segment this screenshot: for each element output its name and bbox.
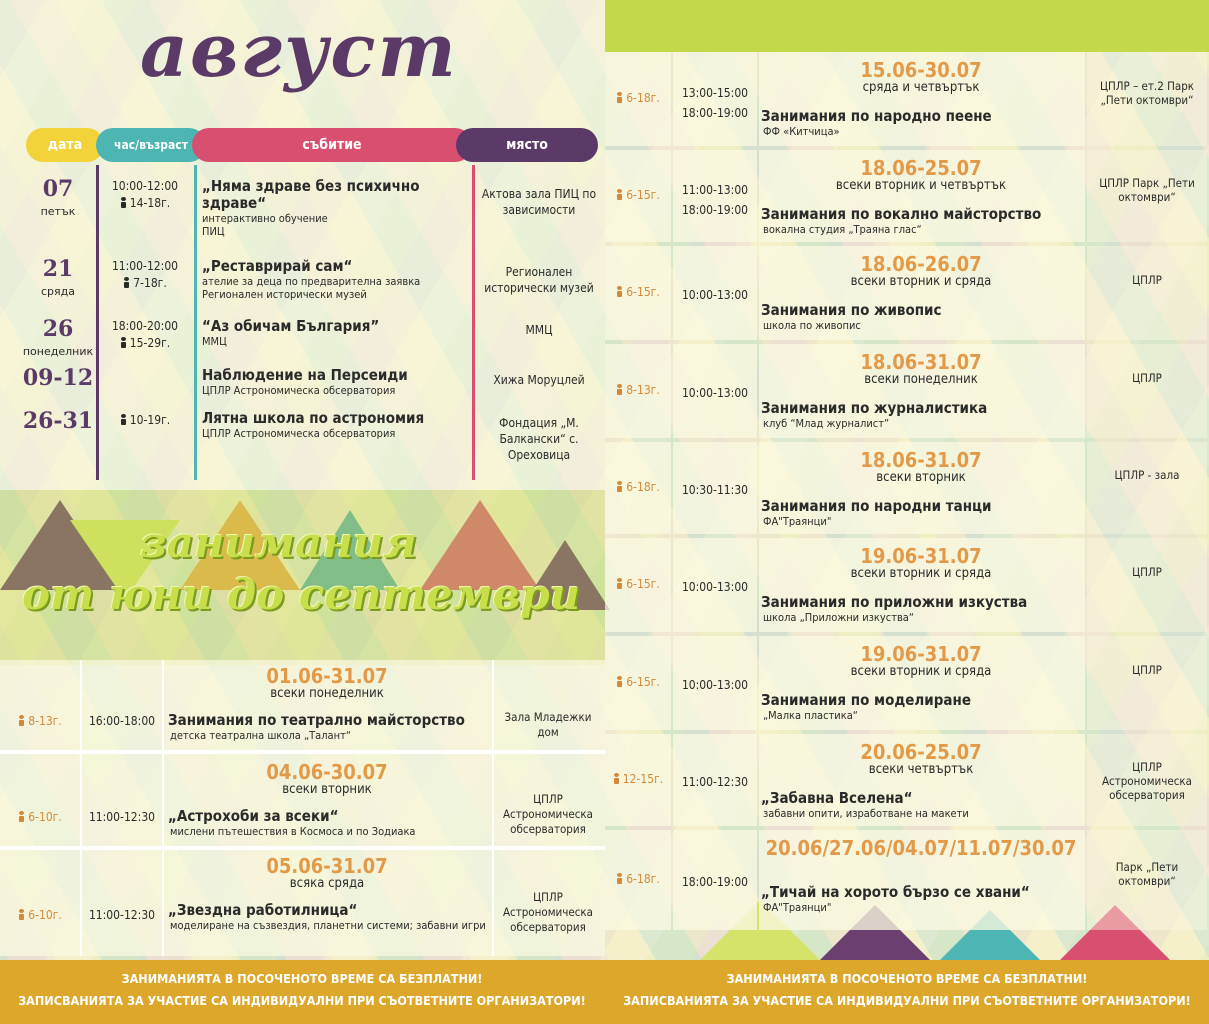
column-divider <box>96 165 99 480</box>
activity-title: Занимания по народно пеене <box>761 107 992 125</box>
person-icon <box>120 414 127 425</box>
activity-age: 6-15г. <box>605 577 671 591</box>
column-divider <box>194 165 197 480</box>
column-divider <box>472 165 475 480</box>
activity-place: ЦПЛР Парк „Пети октомври“ <box>1099 176 1195 204</box>
activity-info <box>757 60 1085 138</box>
activity-time: 10:00-13:00 <box>681 580 749 594</box>
activity-time: 18:00-19:00 <box>681 875 749 889</box>
event-date: 09-12 <box>22 365 94 391</box>
activity-dates: 19.06-31.07 <box>860 544 982 568</box>
activity-age: 6-10г. <box>0 908 80 922</box>
activity-info: 05.06-31.07 всяка сряда „Звездна работилница“ моделиране на съзвездия, планетни системи; забавни игри <box>168 854 486 932</box>
event-place: Фондация „М. Балкански“ с. Ореховица <box>499 416 579 462</box>
grid-line <box>80 660 82 956</box>
top-band <box>605 0 1209 52</box>
activity-age: 6-18г. <box>605 480 671 494</box>
activity-info <box>757 742 1085 820</box>
activities-title-line2: от юни до септември <box>22 570 581 619</box>
grid-line <box>0 750 605 754</box>
activity-place: ЦПЛР – ет.2 Парк „Пети октомври“ <box>1099 79 1195 107</box>
person-icon <box>123 277 130 288</box>
activity-age: 6-18г. <box>605 91 671 105</box>
activity-frequency: всеки вторник и сряда <box>850 664 992 679</box>
activity-subtitle: школа по живопис <box>763 319 861 332</box>
activity-frequency: всеки вторник <box>876 470 966 485</box>
person-icon <box>616 873 623 884</box>
activity-subtitle: ФА"Траянци" <box>763 901 832 914</box>
activity-frequency: всеки вторник и сряда <box>850 566 992 581</box>
event-place: Актова зала ПИЦ по зависимости <box>481 187 597 217</box>
activity-row <box>605 52 1209 146</box>
activity-time: 11:00-13:00 18:00-19:00 <box>681 183 749 217</box>
activity-age: 8-13г. <box>0 714 80 728</box>
activity-info <box>757 352 1085 430</box>
activity-row <box>605 538 1209 632</box>
person-icon <box>120 197 127 208</box>
activity-time: 10:00-13:00 <box>681 288 749 302</box>
activity-info: 04.06-30.07 всеки вторник „Астрохоби за всеки“ мислени пътешествия в Космоса и по Зодиака <box>168 760 416 838</box>
activity-frequency: всеки четвъртък <box>868 762 974 777</box>
event-place: ММЦ <box>525 323 553 337</box>
activity-title: Занимания по приложни изкуства <box>761 593 1028 611</box>
activity-age: 6-15г. <box>605 285 671 299</box>
activity-age: 12-15г. <box>605 772 671 786</box>
activity-frequency: всеки вторник и сряда <box>850 274 992 289</box>
activity-title: „Тичай на хорото бързо се хвани“ <box>761 883 1030 901</box>
event-info: Лятна школа по астрономия ЦПЛР Астрономическа обсерватория <box>202 409 425 440</box>
activity-row <box>0 850 605 956</box>
activity-dates: 18.06-25.07 <box>860 156 982 180</box>
person-icon <box>616 481 623 492</box>
activity-title: Занимания по живопис <box>761 301 942 319</box>
activity-dates: 18.06-31.07 <box>860 350 982 374</box>
activity-time: 10:00-13:00 <box>681 386 749 400</box>
activity-row <box>605 830 1209 930</box>
activity-frequency: всеки вторник и четвъртък <box>835 178 1007 193</box>
activity-place: ЦПЛР - зала <box>1114 468 1180 482</box>
activity-row <box>605 442 1209 534</box>
person-icon <box>616 676 623 687</box>
activity-row <box>605 734 1209 826</box>
grid-line <box>162 660 164 956</box>
person-icon <box>616 92 623 103</box>
event-date: 26-31 <box>22 408 94 434</box>
activity-dates: 18.06-31.07 <box>860 448 982 472</box>
activity-place: Зала Младежки дом <box>504 710 592 739</box>
activity-subtitle: забавни опити, изработване на макети <box>763 807 969 820</box>
event-info: Наблюдение на Персеиди ЦПЛР Астрономическа обсерватория <box>202 366 408 397</box>
event-time: 11:00-12:00 7-18г. <box>111 259 179 290</box>
person-icon <box>18 715 25 726</box>
activity-dates: 18.06-26.07 <box>860 252 982 276</box>
activity-info: 01.06-31.07 всеки понеделник Занимания по театрално майсторство детска театрална школа „Талант“ <box>168 664 465 742</box>
activity-subtitle: клуб “Млад журналист” <box>763 417 890 430</box>
activity-dates: 15.06-30.07 <box>860 58 982 82</box>
activity-time: 11:00-12:30 <box>88 908 156 922</box>
event-info: „Реставрирай сам“ ателие за деца по предварителна заявка Регионален исторически музей <box>202 257 421 301</box>
person-icon <box>120 337 127 348</box>
event-time: 10:00-12:00 14-18г. <box>111 179 179 210</box>
grid-line <box>0 846 605 850</box>
activity-info <box>757 158 1085 236</box>
activity-row <box>605 344 1209 438</box>
grid-line <box>492 660 494 956</box>
person-icon <box>616 384 623 395</box>
activity-subtitle: ФФ «Китчица» <box>763 125 840 138</box>
event-date: 21 сряда <box>41 256 75 298</box>
activity-subtitle: вокална студия „Траяна глас“ <box>763 223 922 236</box>
person-icon <box>18 909 25 920</box>
event-time: 10-19г. <box>100 412 190 429</box>
activity-info <box>757 644 1085 722</box>
activity-place: ЦПЛР Астрономическа обсерватория <box>502 792 594 836</box>
person-icon <box>613 773 620 784</box>
activity-frequency: всеки понеделник <box>864 372 978 387</box>
activity-row <box>605 246 1209 340</box>
activity-subtitle: „Малка пластика“ <box>763 709 858 722</box>
activity-time: 11:00-12:30 <box>88 810 156 824</box>
activity-age: 6-18г. <box>605 872 671 886</box>
activity-row <box>0 754 605 846</box>
activity-subtitle: школа „Приложни изкуства“ <box>763 611 914 624</box>
activity-place: ЦПЛР Астрономическа обсерватория <box>502 890 594 934</box>
activity-time: 13:00-15:00 18:00-19:00 <box>681 86 749 120</box>
august-title: август <box>140 8 458 94</box>
activity-dates: 20.06-25.07 <box>860 740 982 764</box>
header-date: дата <box>26 128 104 162</box>
footer-text-right: ЗАНИМАНИЯТА В ПОСОЧЕНОТО ВРЕМЕ СА БЕЗПЛАТНИ! ЗАПИСВАНИЯТА ЗА УЧАСТИЕ СА ИНДИВИДУАЛНИ ПРИ СЪОТВЕТНИТЕ ОРГАНИЗАТОРИ! <box>623 971 1191 1008</box>
event-date: 26 понеделник <box>22 316 94 358</box>
activity-row <box>605 150 1209 242</box>
header-event: събитие <box>192 128 472 162</box>
activity-place: ЦПЛР <box>1132 663 1162 677</box>
activity-age: 6-15г. <box>605 675 671 689</box>
activity-subtitle: ФА"Траянци" <box>763 515 832 528</box>
person-icon <box>616 189 623 200</box>
activity-info <box>757 450 1085 528</box>
activity-time: 10:30-11:30 <box>681 483 749 497</box>
activity-time: 11:00-12:30 <box>681 775 749 789</box>
activity-info <box>757 838 1085 914</box>
activity-place: ЦПЛР <box>1132 273 1162 287</box>
person-icon <box>18 811 25 822</box>
activity-frequency: сряда и четвъртък <box>862 80 980 95</box>
activity-place: Парк „Пети октомври“ <box>1115 860 1179 888</box>
activity-time: 10:00-13:00 <box>681 678 749 692</box>
event-info: „Няма здраве без психично здраве“ интерактивно обучение ПИЦ <box>202 177 420 238</box>
activity-place: ЦПЛР <box>1132 565 1162 579</box>
event-date: 07 петък <box>40 176 76 218</box>
activity-title: „Забавна Вселена“ <box>761 789 913 807</box>
activity-age: 8-13г. <box>605 383 671 397</box>
activities-title-line1: занимания <box>140 518 417 567</box>
activity-dates: 19.06-31.07 <box>860 642 982 666</box>
event-place: Хижа Моруцлей <box>493 373 585 387</box>
person-icon <box>616 578 623 589</box>
activity-place: ЦПЛР Астрономическа обсерватория <box>1101 760 1193 802</box>
footer-text-left: ЗАНИМАНИЯТА В ПОСОЧЕНОТО ВРЕМЕ СА БЕЗПЛАТНИ! ЗАПИСВАНИЯТА ЗА УЧАСТИЕ СА ИНДИВИДУАЛНИ ПРИ СЪОТВЕТНИТЕ ОРГАНИЗАТОРИ! <box>18 971 586 1008</box>
person-icon <box>616 286 623 297</box>
activity-row <box>605 636 1209 730</box>
activity-age: 6-15г. <box>605 188 671 202</box>
activity-place: ЦПЛР <box>1132 371 1162 385</box>
event-info: “Аз обичам България” ММЦ <box>202 317 380 348</box>
activity-info <box>757 254 1085 332</box>
activity-time: 16:00-18:00 <box>88 714 156 728</box>
event-place: Регионален исторически музей <box>484 265 594 295</box>
activity-title: Занимания по вокално майсторство <box>761 205 1042 223</box>
activity-info <box>757 546 1085 624</box>
header-place: място <box>456 128 598 162</box>
header-time: час/възраст <box>96 128 206 162</box>
event-time: 18:00-20:00 15-29г. <box>111 319 179 350</box>
activity-title: Занимания по моделиране <box>761 691 971 709</box>
activity-title: Занимания по журналистика <box>761 399 988 417</box>
activity-dates: 20.06/27.06/04.07/11.07/30.07 <box>765 836 1077 860</box>
activity-title: Занимания по народни танци <box>761 497 992 515</box>
activity-row <box>0 660 605 750</box>
activity-age: 6-10г. <box>0 810 80 824</box>
